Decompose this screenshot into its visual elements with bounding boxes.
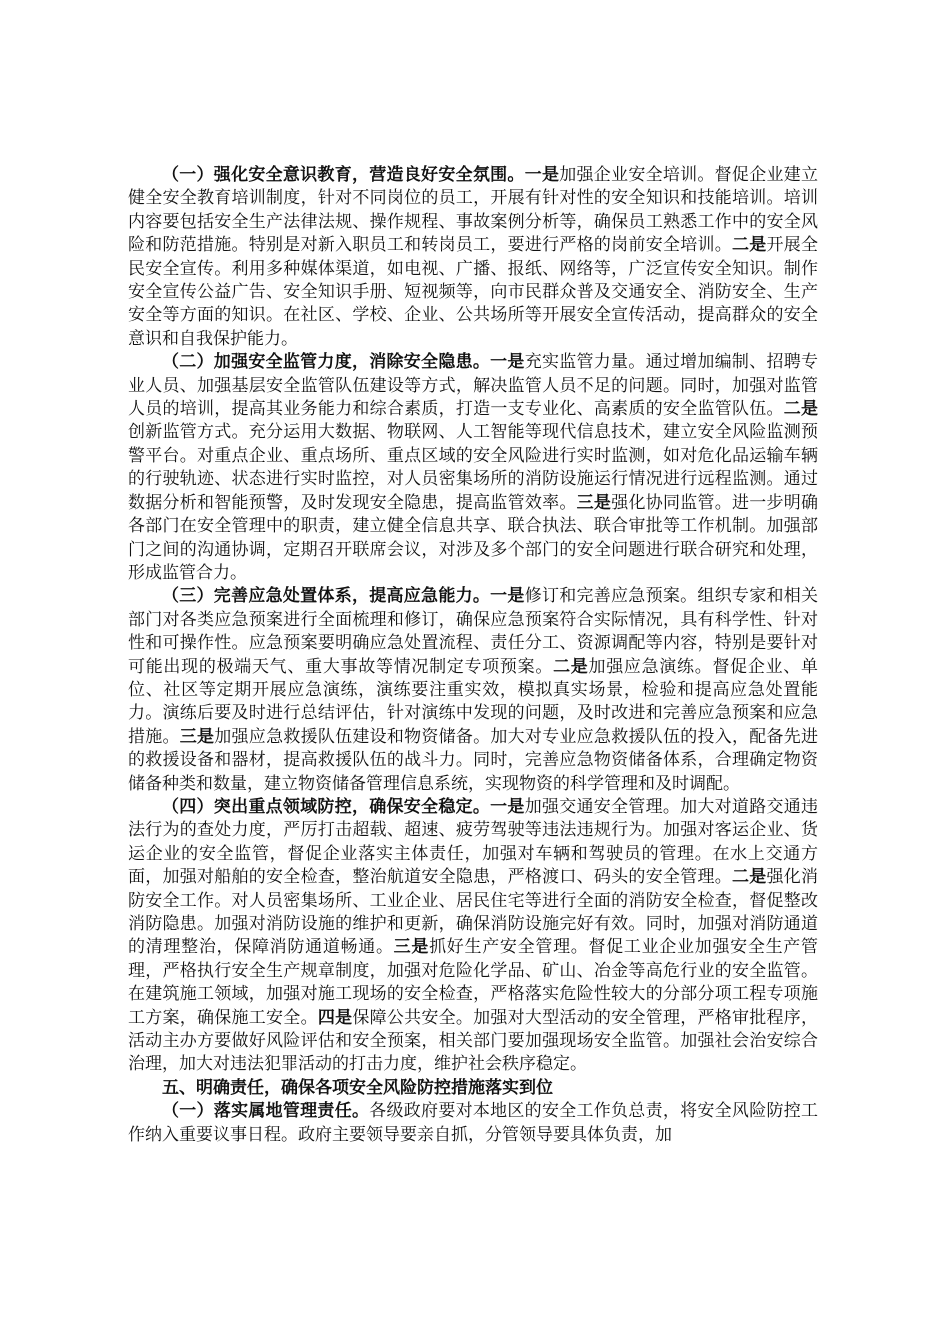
paragraph-text: 各级政府要对本地区的安全工作负总责，将安全风险防控工作纳入重要议事日程。政府主要领导要亲自抓，分管领导要具体负责，加 xyxy=(128,1101,819,1145)
paragraph-text: 保障公共安全。加强对大型活动的安全管理，严格审批程序，活动主办方要做好风险评估和安全预案，相关部门要加强现场安全监管。加强社会治安综合治理，加大对违法犯罪活动的打击力度，维护社会秩序稳定。 xyxy=(128,1007,819,1075)
enumerator: 三是 xyxy=(576,492,612,513)
enumerator: 四是 xyxy=(317,1007,353,1028)
paragraph-safety-awareness xyxy=(128,164,818,351)
paragraph-lead: （二）加强安全监管力度，消除安全隐患。 xyxy=(162,352,491,373)
paragraph-lead: （三）完善应急处置体系，提高应急能力。 xyxy=(162,586,491,607)
paragraph-text: 创新监管方式。充分运用大数据、物联网、人工智能等现代信息技术，建立安全风险监测预警平台。对重点企业、重点场所、重点区域的安全风险进行实时监测，如对危化品运输车辆的行驶轨迹、状态进行实时监控，对人员密集场所的消防设施运行情况进行远程监测。通过数据分析和智能预警，及时发现安全隐患，提高监管效率。 xyxy=(128,422,818,513)
enumerator: 二是 xyxy=(731,235,767,256)
paragraph-text: 加强应急救援队伍建设和物资储备。加大对专业应急救援队伍的投入，配备先进的救援设备和器材，提高救援队伍的战斗力。同时，完善应急物资储备体系，合理确定物资储备种类和数量，建立物资储备管理信息系统，实现物资的科学管理和及时调配。 xyxy=(128,726,819,794)
paragraph-supervision xyxy=(128,351,818,585)
paragraph-text: 加强企业安全培训。督促企业建立健全安全教育培训制度，针对不同岗位的员工，开展有针对性的安全知识和技能培训。培训内容要包括安全生产法律法规、操作规程、事故案例分析等，确保员工熟悉工作中的安全风险和防范措施。特别是对新入职员工和转岗员工，要进行严格的岗前安全培训。 xyxy=(128,165,819,256)
enumerator: 二是 xyxy=(553,656,589,677)
enumerator: 二是 xyxy=(731,867,767,888)
section-heading: 五、明确责任，确保各项安全风险防控措施落实到位 xyxy=(162,1077,553,1098)
paragraph-local-responsibility xyxy=(128,1100,818,1147)
enumerator: 一是 xyxy=(490,586,525,607)
paragraph-text: 抓好生产安全管理。督促工业企业加强安全生产管理，严格执行安全生产规章制度，加强对危险化学品、矿山、冶金等高危行业的安全监管。在建筑施工领域，加强对施工现场的安全检查，严格落实危险性较大的分部分项工程专项施工方案，确保施工安全。 xyxy=(128,937,819,1028)
paragraph-emergency xyxy=(128,585,818,796)
paragraph-text: 强化消防安全工作。对人员密集场所、工业企业、居民住宅等进行全面的消防安全检查，督促整改消防隐患。加强对消防设施的维护和更新，确保消防设施完好有效。同时，加强对消防通道的清理整治，保障消防通道畅通。 xyxy=(128,867,819,958)
paragraph-text: 充实监管力量。通过增加编制、招聘专业人员、加强基层安全监管队伍建设等方式，解决监管人员不足的问题。同时，加强对监管人员的培训，提高其业务能力和综合素质，打造一支专业化、高素质的安全监管队伍。 xyxy=(128,352,819,420)
enumerator: 一是 xyxy=(490,796,525,817)
paragraph-lead: （四）突出重点领域防控，确保安全稳定。 xyxy=(162,796,491,817)
paragraph-text: 强化协同监管。进一步明确各部门在安全管理中的职责，建立健全信息共享、联合执法、联合审批等工作机制。加强部门之间的沟通协调，定期召开联席会议，对涉及多个部门的安全问题进行联合研究和处理，形成监管合力。 xyxy=(128,492,819,583)
paragraph-key-areas xyxy=(128,796,818,1077)
enumerator: 一是 xyxy=(524,165,560,185)
enumerator: 三是 xyxy=(393,937,430,958)
paragraph-lead: （一）落实属地管理责任。 xyxy=(162,1101,370,1122)
paragraph-text: 加强应急演练。督促企业、单位、社区等定期开展应急演练，演练要注重实效，模拟真实场景，检验和提高应急处置能力。演练后要及时进行总结评估，针对演练中发现的问题，及时改进和完善应急预案和应急措施。 xyxy=(128,656,819,747)
enumerator: 二是 xyxy=(783,399,819,420)
paragraph-text: 开展全民安全宣传。利用多种媒体渠道，如电视、广播、报纸、网络等，广泛宣传安全知识。制作安全宣传公益广告、安全知识手册、短视频等，向市民群众普及交通安全、消防安全、生产安全等方面的知识。在社区、学校、企业、公共场所等开展安全宣传活动，提高群众的安全意识和自我保护能力。 xyxy=(128,235,819,349)
paragraph-text: 加强交通安全管理。加大对道路交通违法行为的查处力度，严厉打击超载、超速、疲劳驾驶等违法违规行为。加强对客运企业、货运企业的安全监管，督促企业落实主体责任，加强对车辆和驾驶员的管理。在水上交通方面，加强对船舶的安全检查，整治航道安全隐患，严格渡口、码头的安全管理。 xyxy=(128,796,819,888)
paragraph-lead: （一）强化安全意识教育，营造良好安全氛围。 xyxy=(162,165,525,185)
document-body xyxy=(128,164,818,1147)
paragraph-text: 修订和完善应急预案。组织专家和相关部门对各类应急预案进行全面梳理和修订，确保应急预案符合实际情况，具有科学性、针对性和可操作性。应急预案要明确应急处置流程、责任分工、资源调配等内容，特别是要针对可能出现的极端天气、重大事故等情况制定专项预案。 xyxy=(128,586,819,677)
enumerator: 一是 xyxy=(490,352,525,373)
enumerator: 三是 xyxy=(179,726,215,747)
